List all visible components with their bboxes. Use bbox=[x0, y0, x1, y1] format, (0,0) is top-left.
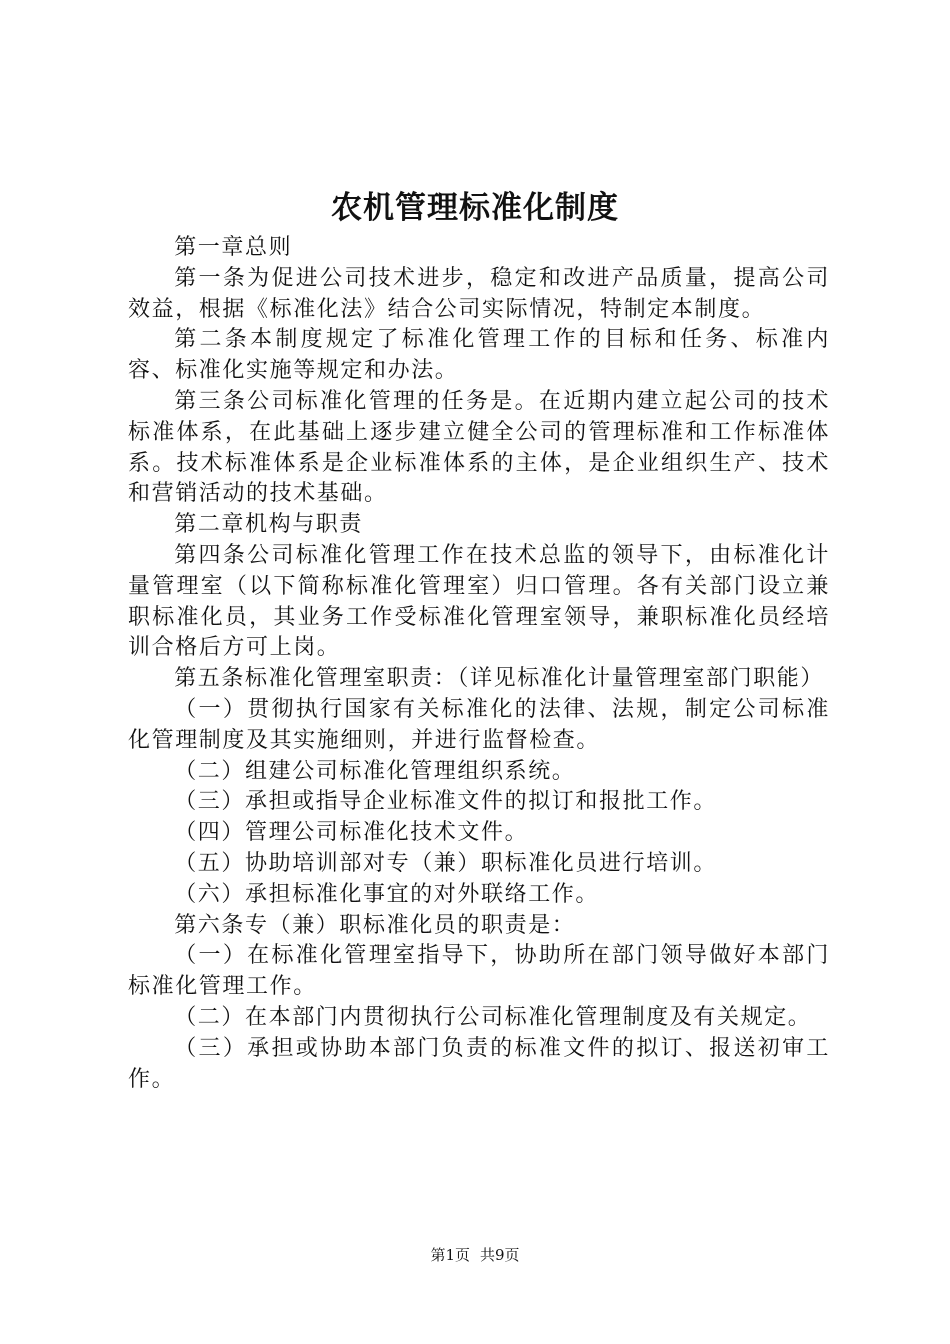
list-item: （六）承担标准化事宜的对外联络工作。 bbox=[174, 881, 599, 907]
list-item: （五）协助培训部对专（兼）职标准化员进行培训。 bbox=[174, 850, 717, 876]
document-title: 农机管理标准化制度 bbox=[331, 190, 619, 226]
article-paragraph: 第二条本制度规定了标准化管理工作的目标和任务、标准内容、标准化实施等规定和办法。 bbox=[128, 327, 830, 384]
list-item: （一）贯彻执行国家有关标准化的法律、法规，制定公司标准化管理制度及其实施细则，并进行监督检查。 bbox=[128, 696, 830, 753]
list-item: （三）承担或协助本部门负责的标准文件的拟订、报送初审工作。 bbox=[128, 1035, 830, 1092]
article-paragraph: 第三条公司标准化管理的任务是。在近期内建立起公司的技术标准体系，在此基础上逐步建立健全公司的管理标准和工作标准体系。技术标准体系是企业标准体系的主体，是企业组织生产、技术和营销活动的技术基础。 bbox=[128, 388, 830, 507]
page-number: 第1页 bbox=[430, 1246, 470, 1264]
article-paragraph: 第四条公司标准化管理工作在技术总监的领导下，由标准化计量管理室（以下简称标准化管理室）归口管理。各有关部门设立兼职标准化员，其业务工作受标准化管理室领导，兼职标准化员经培训合格后方可上岗。 bbox=[128, 542, 830, 661]
list-item: （三）承担或指导企业标准文件的拟订和报批工作。 bbox=[174, 789, 717, 815]
chapter-heading: 第一章总则 bbox=[174, 235, 293, 260]
list-item: （四）管理公司标准化技术文件。 bbox=[174, 820, 529, 846]
list-item: （二）组建公司标准化管理组织系统。 bbox=[174, 758, 576, 784]
article-paragraph: 第五条标准化管理室职责：（详见标准化计量管理室部门职能） bbox=[174, 666, 824, 692]
list-item: （二）在本部门内贯彻执行公司标准化管理制度及有关规定。 bbox=[174, 1004, 812, 1030]
document-body bbox=[128, 233, 830, 1095]
page-footer bbox=[0, 1244, 950, 1266]
page-total: 共9页 bbox=[480, 1246, 520, 1264]
article-paragraph: 第一条为促进公司技术进步，稳定和改进产品质量，提高公司效益，根据《标准化法》结合公司实际情况，特制定本制度。 bbox=[128, 265, 830, 322]
list-item: （一）在标准化管理室指导下，协助所在部门领导做好本部门标准化管理工作。 bbox=[128, 943, 830, 1000]
chapter-heading: 第二章机构与职责 bbox=[174, 512, 363, 538]
article-paragraph: 第六条专（兼）职标准化员的职责是： bbox=[174, 912, 576, 938]
